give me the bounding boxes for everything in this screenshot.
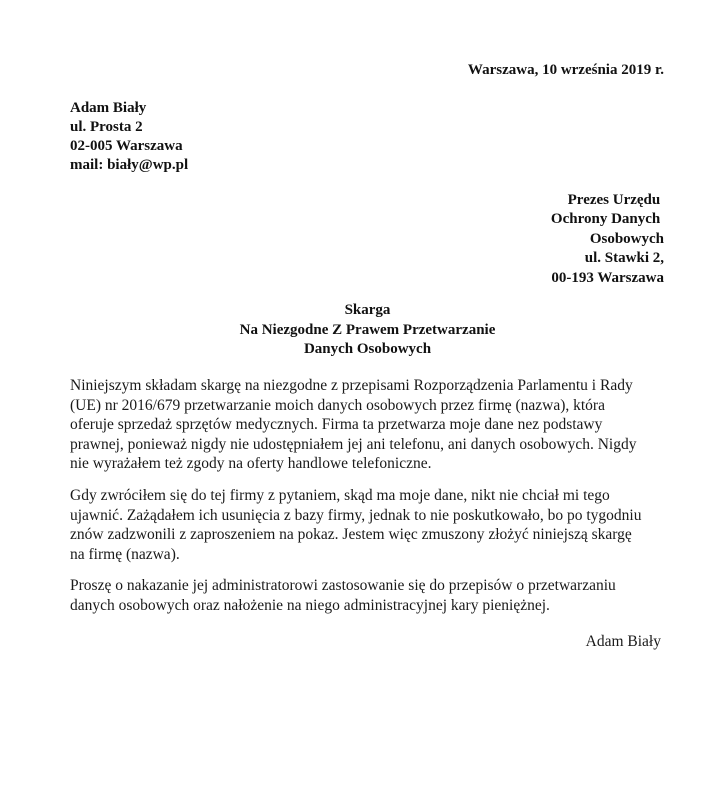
recipient-block	[551, 191, 664, 288]
paragraph-line: Proszę o nakazanie jej administratorowi zastosowanie się do przepisów o przetwarzaniu	[70, 577, 616, 594]
paragraph-2	[70, 486, 641, 564]
recipient-line: 00-193 Warszawa	[551, 269, 664, 286]
signature: Adam Biały	[585, 633, 661, 650]
sender-email: mail: biały@wp.pl	[70, 157, 189, 173]
letter-title	[70, 301, 665, 360]
paragraph-line: Niniejszym składam skargę na niezgodne z przepisami Rozporządzenia Parlamentu i Rady	[70, 377, 633, 394]
recipient-line: Osobowych	[589, 230, 664, 247]
sender-block	[70, 99, 188, 175]
recipient-line: Prezes Urzędu	[567, 192, 664, 208]
letter-date: Warszawa, 10 września 2019 r.	[467, 62, 664, 78]
paragraph-1	[70, 376, 636, 474]
sender-city: 02-005 Warszawa	[70, 138, 183, 154]
title-line: Danych Osobowych	[303, 341, 432, 357]
paragraph-line: nie wyrażałem też zgody na oferty handlowe telefoniczne.	[70, 455, 432, 472]
paragraph-line: Gdy zwróciłem się do tej firmy z pytaniem, skąd ma moje dane, nikt nie chciał mi tego	[70, 487, 610, 504]
sender-name: Adam Biały	[70, 100, 147, 116]
paragraph-line: ujawnić. Zażądałem ich usunięcia z bazy firmy, jednak to nie poskutkowało, bo po tygodniu	[70, 506, 642, 524]
title-line: Skarga	[344, 302, 391, 318]
paragraph-3	[70, 576, 616, 615]
sender-street: ul. Prosta 2	[70, 119, 143, 135]
recipient-line: ul. Stawki 2,	[584, 250, 664, 267]
paragraph-line: (UE) nr 2016/679 przetwarzanie moich danych osobowych przez firmę (nazwa), która	[70, 396, 605, 414]
recipient-line: Ochrony Danych	[550, 211, 664, 228]
paragraph-line: oferuje sprzedaż sprzętów medycznych. Firma ta przetwarza moje dane nez podstawy	[70, 416, 603, 433]
paragraph-line: danych osobowych oraz nałożenie na niego administracyjnej kary pieniężnej.	[70, 596, 550, 614]
paragraph-line: prawnej, ponieważ nigdy nie udostępniałem jej ani telefonu, ani danych osobowych. Nigdy	[70, 435, 637, 453]
title-line: Na Niezgodne Z Prawem Przetwarzanie	[239, 321, 496, 338]
paragraph-line: na firmę (nazwa).	[70, 545, 180, 563]
paragraph-line: znów zadzwonili z zaproszeniem na pokaz. Jestem więc zmuszony złożyć niniejszą skargę	[70, 526, 632, 543]
